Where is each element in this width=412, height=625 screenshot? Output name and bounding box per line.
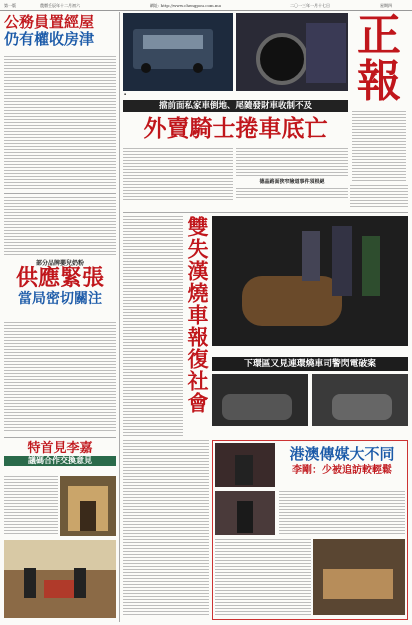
- milk-powder-headline: [4, 258, 116, 320]
- media-story-box: [212, 440, 408, 620]
- website: 網址: http://www.chengpou.com.mo: [150, 3, 222, 8]
- left-top-headline: [4, 14, 116, 54]
- media-body-text-a: [279, 491, 405, 535]
- issue-date: 二〇一三年一月十七日: [290, 3, 330, 8]
- main-body-text-a: [123, 148, 233, 200]
- main-sub-headline-bar: [123, 100, 348, 112]
- ce-body-text-a: [4, 476, 58, 536]
- lunar-date: 農曆壬辰年十二月初六: [40, 3, 80, 8]
- top-info-bar: [0, 0, 412, 11]
- media-sub-headline: 李剛：少被追訪較輕鬆: [292, 465, 392, 476]
- ce-photo-building: [60, 476, 116, 536]
- media-body-text-b: [215, 539, 311, 615]
- main-body-text-b: [236, 148, 348, 176]
- page-number: 第一版: [4, 3, 16, 8]
- left-top-body-text: [4, 56, 116, 190]
- milk-powder-body-text: [4, 322, 116, 432]
- media-photo-banquet: [313, 539, 405, 615]
- ce-line-1: 特首見李嘉: [27, 441, 93, 456]
- main-headline-block: [123, 114, 348, 144]
- masthead-body-text: [350, 185, 408, 207]
- center-sub-label: 德晶路面狹窄險道事件須根絕: [259, 179, 325, 185]
- headline-line-1: 公務員置經屋: [4, 13, 95, 31]
- accident-photo-wheel: [236, 13, 348, 91]
- headline-sub: 當局密切關注: [18, 291, 102, 307]
- headline-line-2: 仍有權收房津: [4, 30, 95, 48]
- accident-photo-bus: [123, 13, 233, 91]
- main-body-text-c: [236, 188, 348, 200]
- police-photo-a: [212, 374, 308, 426]
- arson-photo: [212, 216, 408, 346]
- main-headline: 外賣騎士捲車底亡: [143, 116, 328, 142]
- caption-bus: ▪: [124, 92, 127, 96]
- media-headline: 港澳傳媒大不同: [289, 445, 395, 463]
- left-mid-body-text: [4, 197, 116, 255]
- vertical-headline-block: [184, 216, 210, 436]
- arson-body-text-a: [123, 216, 183, 436]
- weekday: 星期四: [380, 3, 392, 8]
- headline-big: 供應緊張: [15, 266, 104, 291]
- main-sub-headline: 擋前面私家車倒地、尾隨發財車收制不及: [158, 101, 312, 111]
- ce-line-2: 議碼合作交換意見: [4, 456, 116, 466]
- masthead-info: [352, 111, 406, 181]
- media-photo-b: [215, 491, 275, 535]
- chief-executive-headline: [4, 441, 116, 473]
- vertical-headline: 雙失漢燒車報復社會: [185, 216, 209, 414]
- media-photo-a: [215, 443, 275, 487]
- media-headline-block: [279, 445, 405, 487]
- police-case-headline: 下環區又見連環燒車司警閃電破案: [244, 359, 376, 369]
- police-photo-b: [312, 374, 408, 426]
- center-sub-label-block: [236, 178, 348, 186]
- masthead-char-2: 報: [357, 56, 401, 107]
- masthead: [350, 10, 408, 183]
- masthead-char-1: 正: [357, 10, 401, 61]
- arson-body-text-b: [123, 440, 209, 616]
- ce-meeting-photo: [4, 540, 116, 618]
- kicker: 部分品牌嬰兒奶粉: [35, 260, 84, 267]
- police-case-bar: [212, 357, 408, 371]
